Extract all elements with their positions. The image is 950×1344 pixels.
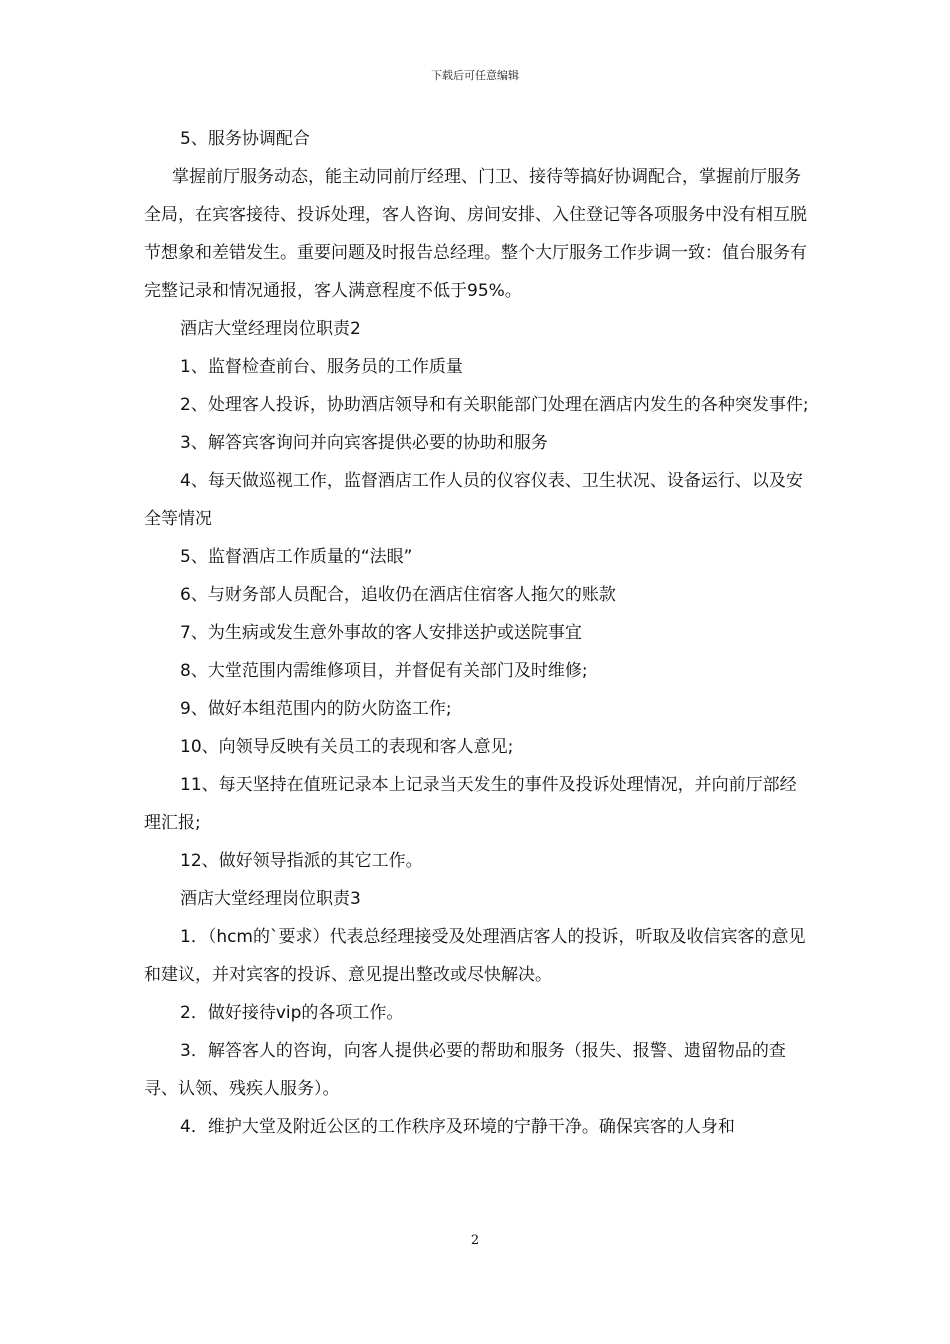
list-item: 3．解答客人的咨询，向客人提供必要的帮助和服务（报失、报警、遗留物品的查寻、认领、残疾人服务）。 — [144, 1041, 786, 1099]
list-item: 6、与财务部人员配合，追收仍在酒店住宿客人拖欠的账款 — [180, 585, 616, 605]
list-item: 1、监督检查前台、服务员的工作质量 — [180, 357, 463, 377]
page-header: 下载后可任意编辑 — [431, 69, 519, 82]
section-heading: 5、服务协调配合 — [180, 129, 310, 149]
list-item: 4．维护大堂及附近公区的工作秩序及环境的宁静干净。确保宾客的人身和 — [180, 1117, 735, 1137]
list-item: 1．（hcm的`要求）代表总经理接受及处理酒店客人的投诉，听取及收信宾客的意见和建议，并对宾客的投诉、意见提出整改或尽快解决。 — [144, 927, 806, 985]
list-item: 2、处理客人投诉，协助酒店领导和有关职能部门处理在酒店内发生的各种突发事件; — [180, 395, 809, 415]
list-item: 7、为生病或发生意外事故的客人安排送护或送院事宜 — [180, 623, 582, 643]
section-title: 酒店大堂经理岗位职责3 — [180, 889, 361, 909]
list-item: 11、每天坚持在值班记录本上记录当天发生的事件及投诉处理情况，并向前厅部经理汇报; — [144, 775, 797, 833]
list-item: 10、向领导反映有关员工的表现和客人意见; — [180, 737, 514, 757]
list-item: 8、大堂范围内需维修项目，并督促有关部门及时维修; — [180, 661, 588, 681]
list-item: 4、每天做巡视工作，监督酒店工作人员的仪容仪表、卫生状况、设备运行、以及安全等情况 — [144, 471, 803, 529]
paragraph: 掌握前厅服务动态，能主动同前厅经理、门卫、接待等搞好协调配合，掌握前厅服务全局，在宾客接待、投诉处理，客人咨询、房间安排、入住登记等各项服务中没有相互脱节想象和差错发生。重要问题及时报告总经理。整个大厅服务工作步调一致：值台服务有完整记录和情况通报，客人满意程度不低于95%。 — [144, 167, 807, 301]
list-item: 5、监督酒店工作质量的“法眼” — [180, 547, 413, 567]
list-item: 3、解答宾客询问并向宾客提供必要的协助和服务 — [180, 433, 548, 453]
list-item: 2．做好接待vip的各项工作。 — [180, 1003, 404, 1023]
page-number: 2 — [470, 1233, 480, 1248]
list-item: 9、做好本组范围内的防火防盗工作; — [180, 699, 452, 719]
document-body — [144, 120, 812, 1146]
list-item: 12、做好领导指派的其它工作。 — [180, 851, 423, 871]
section-title: 酒店大堂经理岗位职责2 — [180, 319, 361, 339]
